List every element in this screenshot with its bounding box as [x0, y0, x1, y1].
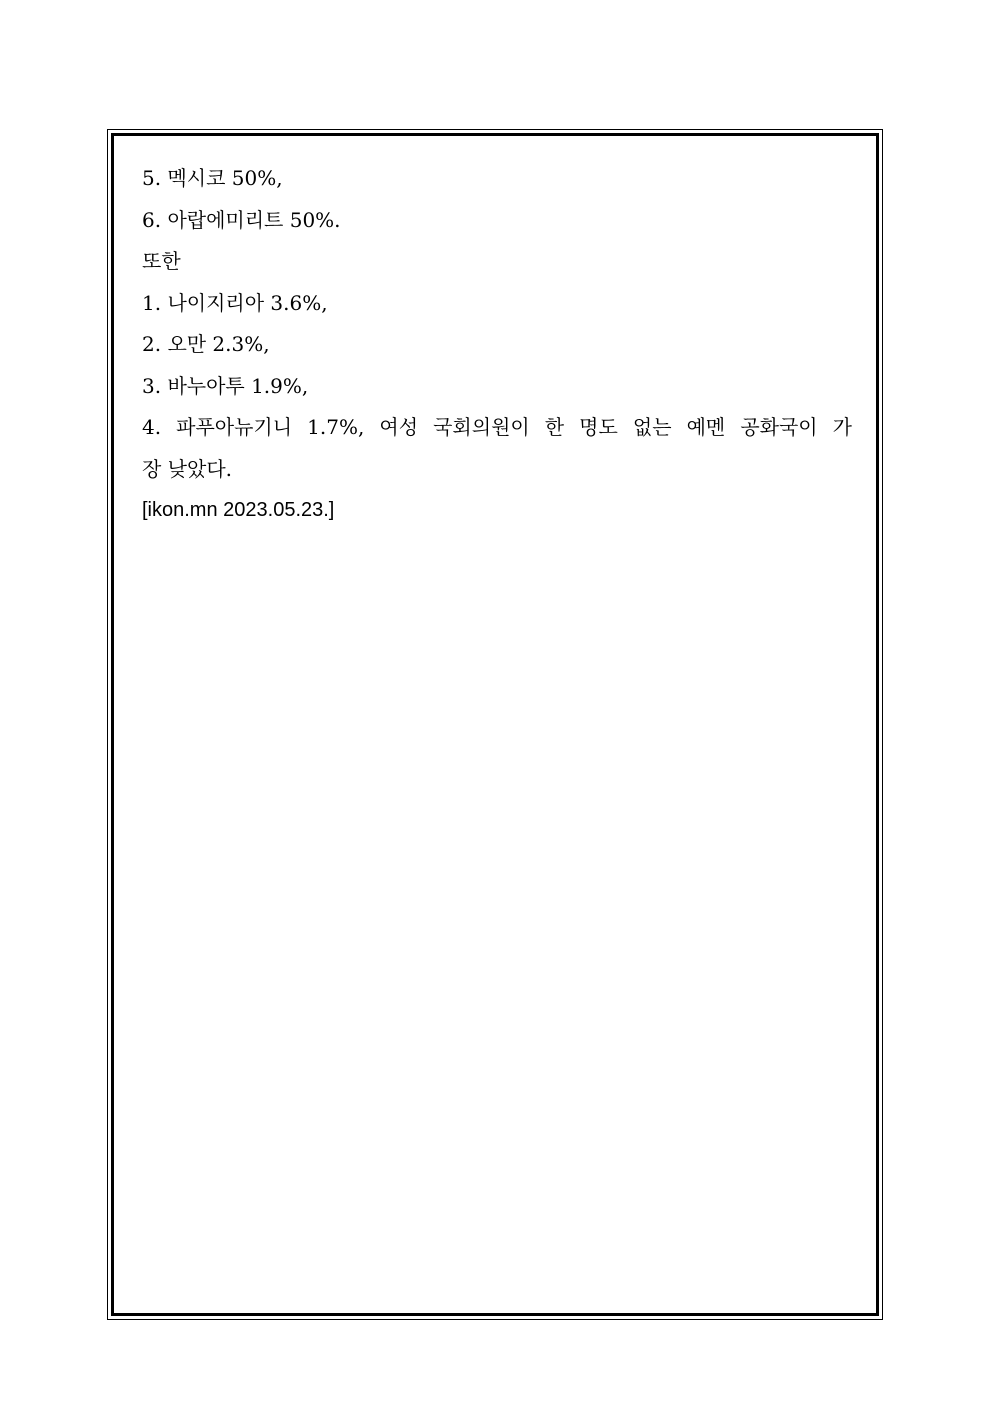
- list-item: 2. 오만 2.3%,: [142, 332, 270, 356]
- list-item: 3. 바누아투 1.9%,: [142, 373, 309, 398]
- list-item: 6. 아랍에미리트 50%.: [142, 207, 341, 232]
- document-body: [142, 158, 852, 532]
- connector-text: 또한: [142, 249, 181, 273]
- source-citation: [ikon.mn 2023.05.23.]: [142, 499, 335, 521]
- list-item: 1. 나이지리아 3.6%,: [142, 290, 328, 315]
- list-item-continuation: 장 낮았다.: [142, 456, 232, 481]
- list-item: 5. 멕시코 50%,: [142, 166, 283, 190]
- list-item: 4. 파푸아뉴기니 1.7%, 여성 국회의원이 한 명도 없는 예멘 공화국이 가: [142, 415, 852, 439]
